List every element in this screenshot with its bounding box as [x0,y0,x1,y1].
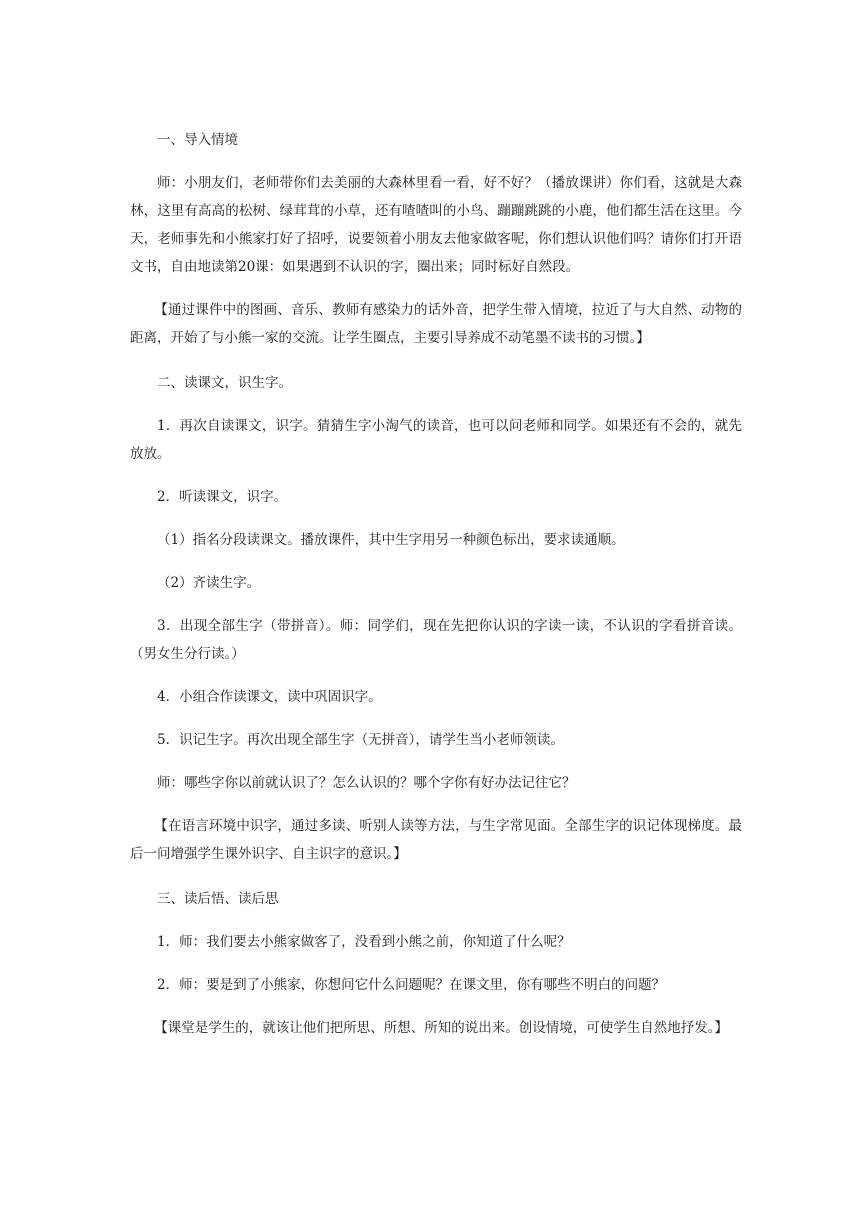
step-1-paragraph: 1．再次自读课文，识字。猜猜生字小淘气的读音，也可以问老师和同学。如果还有不会的，就先放放。 [130,418,742,462]
step-3-paragraph: 3．出现全部生字（带拼音）。师：同学们，现在先把你认识的字读一读，不认识的字看拼音读。（男女生分行读。） [130,618,742,662]
step-3-2-paragraph: 2．师：要是到了小熊家，你想问它什么问题呢？在课文里，你有哪些不明白的问题？ [157,977,666,993]
note-paragraph-3: 【课堂是学生的，就该让他们把所思、所想、所知的说出来。创设情境，可使学生自然地抒发。】 [154,1020,729,1036]
substep-1-paragraph: （1）指名分段读课文。播放课件，其中生字用另一种颜色标出，要求读通顺。 [157,532,625,548]
note-paragraph-2: 【在语言环境中识字，通过多读、听别人读等方法，与生字常见面。全部生字的识记体现梯度。最后一问增强学生课外识字、自主识字的意识。】 [130,818,742,862]
section-heading-2: 二、读课文，识生字。 [157,375,292,391]
step-4-paragraph: 4．小组合作读课文，读中巩固识字。 [157,689,382,705]
step-2-paragraph: 2．听读课文，识字。 [157,489,288,505]
note-paragraph-1: 【通过课件中的图画、音乐、教师有感染力的话外音，把学生带入情境，拉近了与大自然、动物的距离，开始了与小熊一家的交流。让学生圈点，主要引导养成不动笔墨不读书的习惯。】 [130,302,742,346]
substep-2-paragraph: （2）齐读生字。 [157,575,261,591]
teacher-intro-paragraph: 师：小朋友们，老师带你们去美丽的大森林里看一看，好不好？（播放课讲）你们看，这就是大森林，这里有高高的松树、绿茸茸的小草，还有喳喳叫的小鸟、蹦蹦跳跳的小鹿，他们都生活在这里。今天，老师事先和小熊家打好了招呼，说要领着小朋友去他家做客呢，你们想认识他们吗？请你们打开语文书，自由地读第20课：如果遇到不认识的字，圈出来；同时标好自然段。 [130,175,742,275]
teacher-question-paragraph: 师：哪些字你以前就认识了？怎么认识的？哪个字你有好办法记往它？ [157,775,576,791]
step-3-1-paragraph: 1．师：我们要去小熊家做客了，没看到小熊之前，你知道了什么呢？ [157,934,571,950]
section-heading-1: 一、导入情境 [157,132,238,148]
section-heading-3: 三、读后悟、读后思 [157,891,279,907]
step-5-paragraph: 5．识记生字。再次出现全部生字（无拼音），请学生当小老师领读。 [157,732,564,748]
document-page [130,126,742,1057]
